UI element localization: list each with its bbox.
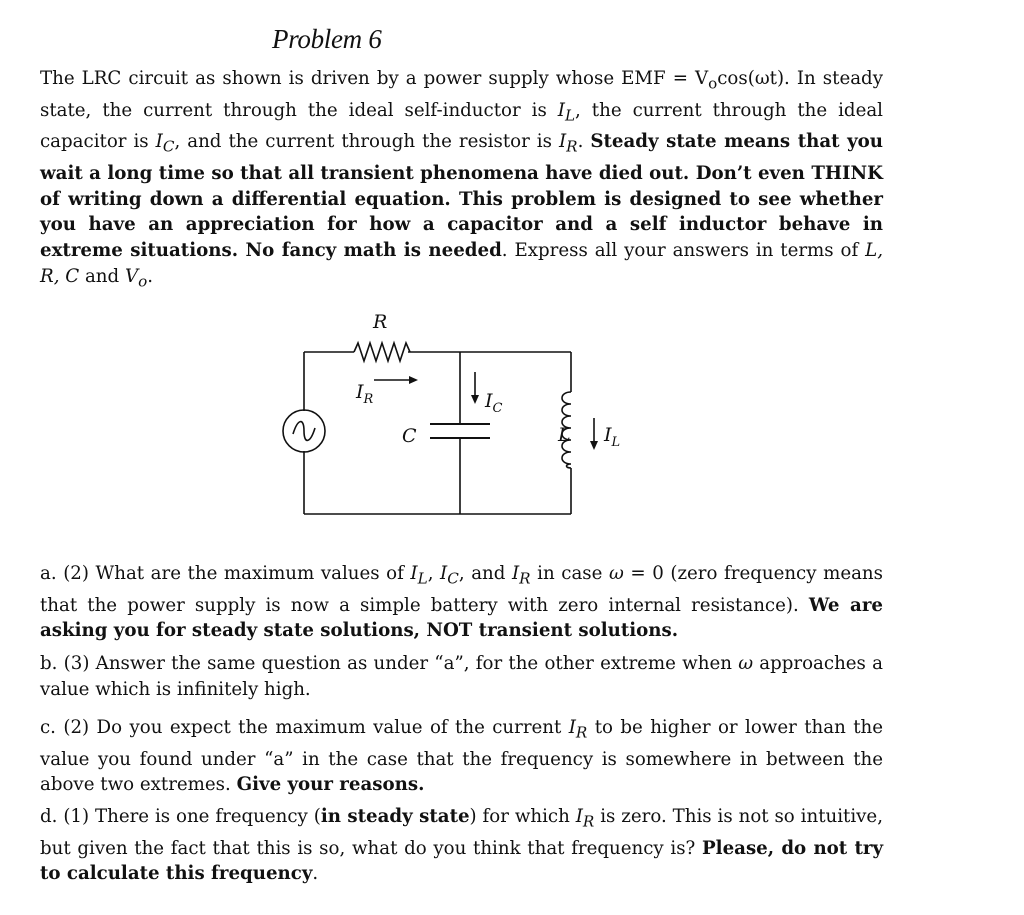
- intro-text: .: [147, 266, 154, 288]
- symbol-omega: ω: [608, 563, 624, 584]
- symbol-IC: $I_C$: [440, 563, 459, 588]
- symbol-IC: $I_C$: [155, 131, 175, 156]
- intro-text: .: [577, 131, 591, 153]
- subscript: o: [708, 74, 718, 93]
- symbol-IL: $I_L$: [410, 563, 428, 588]
- symbol-IL: $I_L$: [557, 99, 576, 125]
- arrowhead-IC: [471, 395, 479, 404]
- intro-text: and: [79, 266, 125, 288]
- arrowhead-IL: [590, 441, 598, 450]
- label-IR: $I_R$: [356, 381, 374, 407]
- ac-source-wave: [293, 422, 315, 441]
- arrowhead-IR: [409, 376, 418, 384]
- problem-title: Problem 6: [272, 24, 382, 54]
- question-c-bold: Give your reasons.: [236, 774, 425, 796]
- label-R: R: [373, 311, 388, 333]
- intro-text: , the current through the ideal capacitor is: [40, 99, 884, 153]
- question-c: c. (2) Do you expect the maximum value of the current $I_R$ to be higher or lower than the value you found under “a” in the case that the frequency is somewhere in between the above two extremes. Give your reasons.: [40, 717, 883, 796]
- symbol-Vo: $V_o$: [124, 266, 148, 291]
- symbol-IR: $I_R$: [568, 717, 588, 742]
- symbol-vars: L, R, C: [40, 240, 883, 288]
- question-a: a. (2) What are the maximum values of $I_L$, $I_C$, and $I_R$ in case ω = 0 (zero frequency means that the power supply is now a simple battery with zero internal resistance). We are asking you for steady state solutions, NOT transient solutions.: [40, 563, 883, 642]
- intro-bold-instructions: Steady state means that you wait a long time so that all transient phenomena have died out. Don’t even THINK of writing down a differential equation. This problem is designed to see whether you have an appreciation for how a capacitor and a self inductor behave in extreme situations. No fancy math is needed: [40, 131, 883, 262]
- question-d-bold: in steady state: [320, 806, 470, 827]
- symbol-IR: $I_R$: [575, 806, 595, 831]
- symbol-omega: ω: [738, 653, 754, 674]
- intro-text: The LRC circuit as shown is driven by a power supply whose EMF = V: [40, 68, 709, 89]
- label-L: L: [558, 424, 571, 446]
- symbol-IR: $I_R$: [511, 563, 531, 588]
- intro-text: cos(ωt). In steady state, the current through the ideal self-inductor is: [40, 68, 883, 121]
- intro-text: . Express all your answers in terms of: [501, 240, 866, 262]
- question-a-bold: We are asking you for steady state solutions, NOT transient solutions.: [40, 594, 883, 642]
- label-C: C: [402, 425, 417, 447]
- label-IL: $I_L$: [604, 424, 621, 450]
- resistor-zigzag: [354, 343, 410, 361]
- question-d-bold: Please, do not try to calculate this frequency: [40, 837, 884, 885]
- question-d: d. (1) There is one frequency (in steady state) for which $I_R$ is zero. This is not so intuitive, but given the fact that this is so, what do you think that frequency is? Please, do not try to calculate this frequency.: [40, 806, 884, 885]
- intro-text: , and the current through the resistor is: [174, 131, 559, 153]
- question-b: b. (3) Answer the same question as under “a”, for the other extreme when ω approaches a value which is infinitely high.: [40, 653, 883, 700]
- problem-intro: [40, 66, 883, 296]
- circuit-diagram: [262, 306, 621, 522]
- label-IC: $I_C$: [485, 390, 503, 416]
- symbol-IR: $I_R$: [558, 131, 578, 156]
